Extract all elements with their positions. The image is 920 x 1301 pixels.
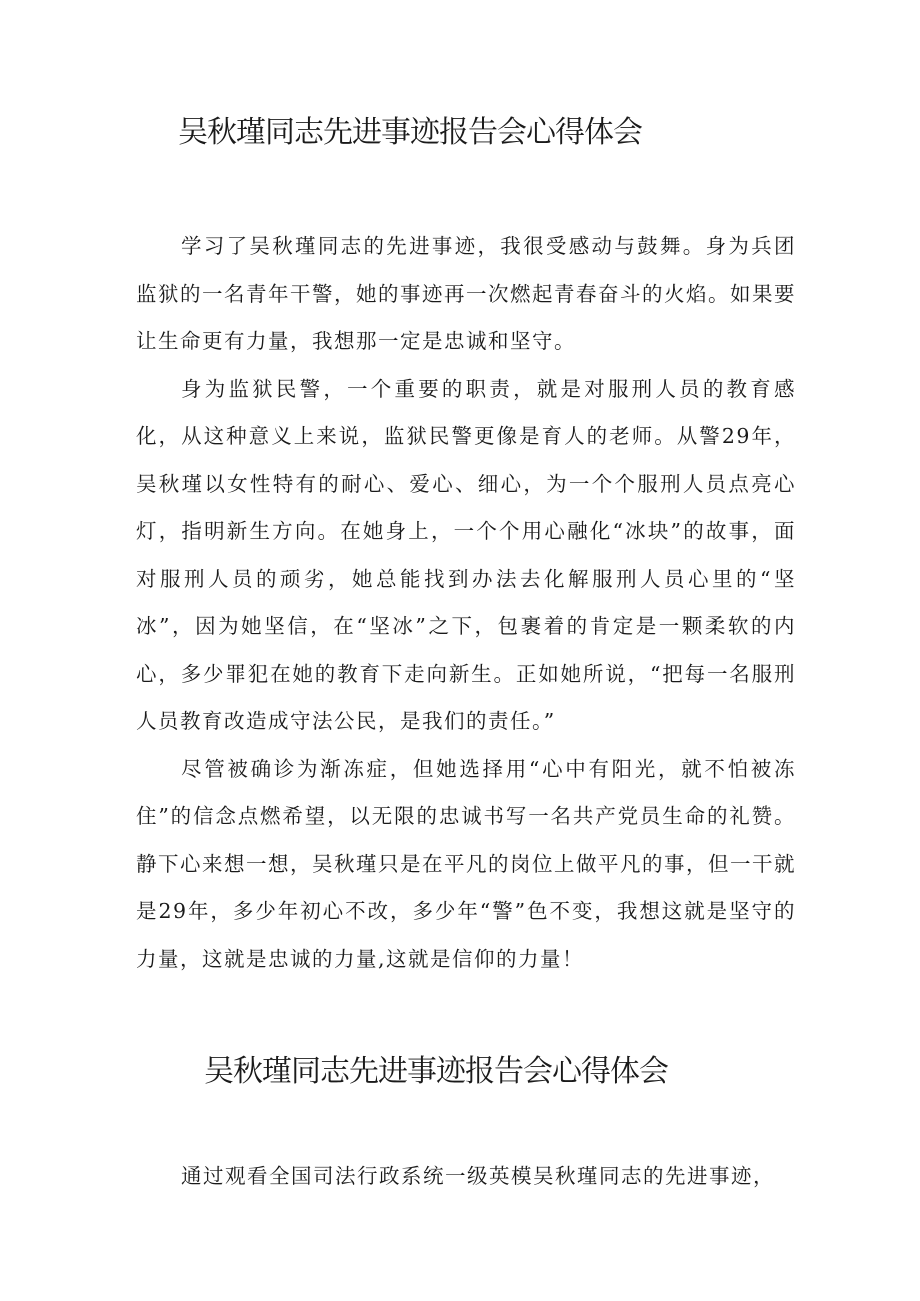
article-1-paragraph-2: 身为监狱民警，一个重要的职责，就是对服刑人员的教育感化，从这种意义上来说，监狱民警更像是育人的老师。从警29年，吴秋瑾以女性特有的耐心、爱心、细心，为一个个服刑人员点亮心灯，指明新生方向。在她身上，一个个用心融化“冰块”的故事，面对服刑人员的顽劣，她总能找到办法去化解服刑人员心里的“坚冰”，因为她坚信，在“坚冰”之下，包裹着的肯定是一颗柔软的内心，多少罪犯在她的教育下走向新生。正如她所说，“把每一名服刑人员教育改造成守法公民，是我们的责任。”: [136, 376, 796, 733]
article-2-paragraph-1: 通过观看全国司法行政系统一级英模吴秋瑾同志的先进事迹，: [181, 1164, 775, 1188]
article-2-body: [136, 1153, 796, 1201]
article-1-body: [136, 223, 796, 983]
article-1-paragraph-3: 尽管被确诊为渐冻症，但她选择用“心中有阳光，就不怕被冻住”的信念点燃希望，以无限的忠诚书写一名共产党员生命的礼赞。静下心来想一想，吴秋瑾只是在平凡的岗位上做平凡的事，但一干就是29年，多少年初心不改，多少年“警”色不变，我想这就是坚守的力量，这就是忠诚的力量,这就是信仰的力量！: [136, 756, 796, 971]
article-2-title: 吴秋瑾同志先进事迹报告会心得体会: [204, 1054, 668, 1089]
article-1-paragraph-1: 学习了吴秋瑾同志的先进事迹，我很受感动与鼓舞。身为兵团监狱的一名青年干警，她的事迹再一次燃起青春奋斗的火焰。如果要让生命更有力量，我想那一定是忠诚和坚守。: [136, 234, 796, 353]
article-1-title: 吴秋瑾同志先进事迹报告会心得体会: [178, 115, 642, 150]
